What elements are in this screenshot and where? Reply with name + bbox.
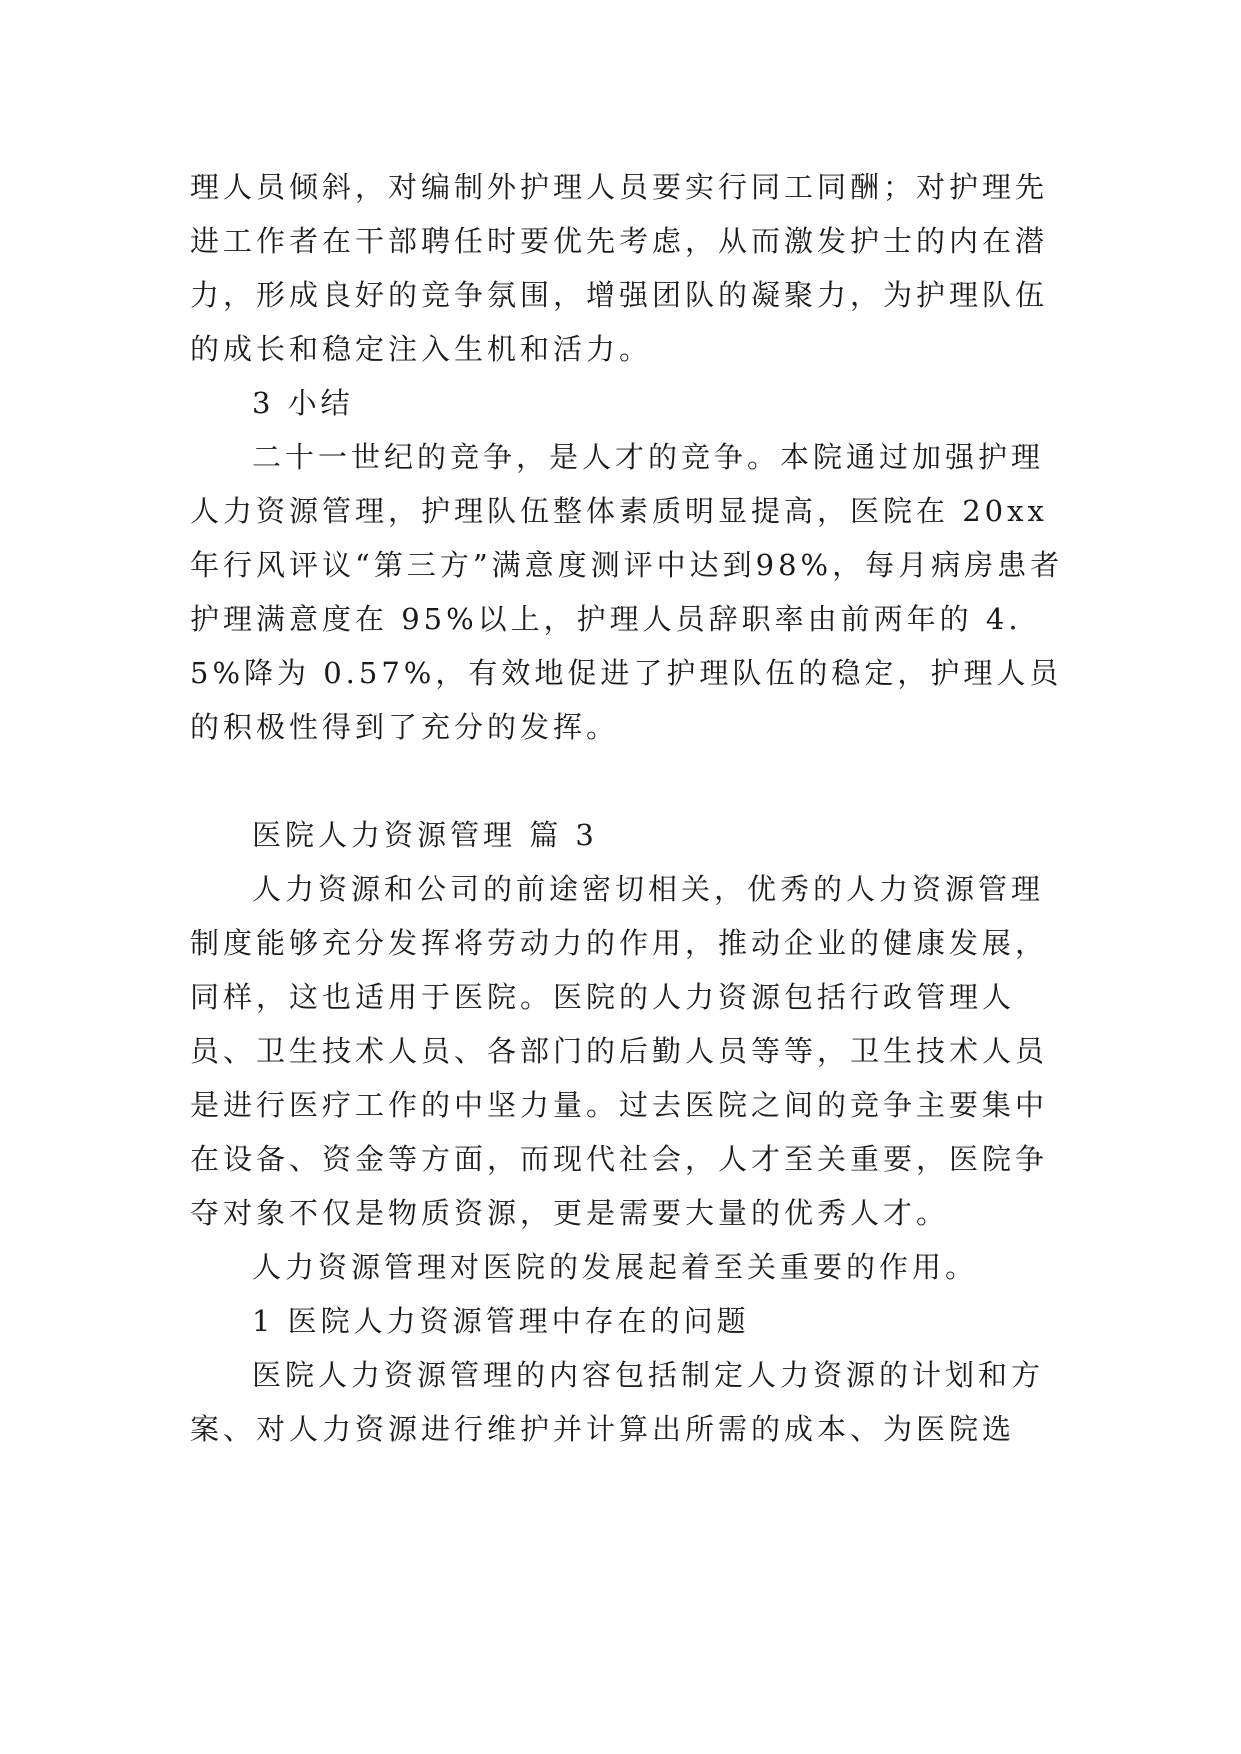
paragraph-continuation: 理人员倾斜，对编制外护理人员要实行同工同酬；对护理先进工作者在干部聘任时要优先考虑，从而激发护士的内在潜力，形成良好的竞争氛围，增强团队的凝聚力，为护理队伍的成长和稳定注入生机和活力。: [190, 170, 1049, 366]
paragraph-problems: 医院人力资源管理的内容包括制定人力资源的计划和方案、对人力资源进行维护并计算出所需的成本、为医院选: [190, 1358, 1045, 1446]
paragraph-summary: 二十一世纪的竞争，是人才的竞争。本院通过加强护理人力资源管理，护理队伍整体素质明显提高，医院在 20xx 年行风评议“第三方”满意度测评中达到98%，每月病房患者护理满意度在 95%以上，护理人员辞职率由前两年的 4.5%降为 0.57%，有效地促进了护理队伍的稳定，护理人员的积极性得到了充分的发挥。: [190, 440, 1064, 744]
paragraph-intro: 人力资源和公司的前途密切相关，优秀的人力资源管理制度能够充分发挥将劳动力的作用，推动企业的健康发展，同样，这也适用于医院。医院的人力资源包括行政管理人员、卫生技术人员、各部门的后勤人员等等，卫生技术人员是进行医疗工作的中坚力量。过去医院之间的竞争主要集中在设备、资金等方面，而现代社会，人才至关重要，医院争夺对象不仅是物质资源，更是需要大量的优秀人才。: [190, 872, 1049, 1230]
section-heading-problems: 1 医院人力资源管理中存在的问题: [252, 1304, 750, 1338]
article-title: 医院人力资源管理 篇 3: [252, 818, 598, 852]
document-body: [190, 160, 1070, 1456]
section-heading-summary: 3 小结: [252, 386, 354, 420]
paragraph-importance: 人力资源管理对医院的发展起着至关重要的作用。: [252, 1250, 979, 1284]
